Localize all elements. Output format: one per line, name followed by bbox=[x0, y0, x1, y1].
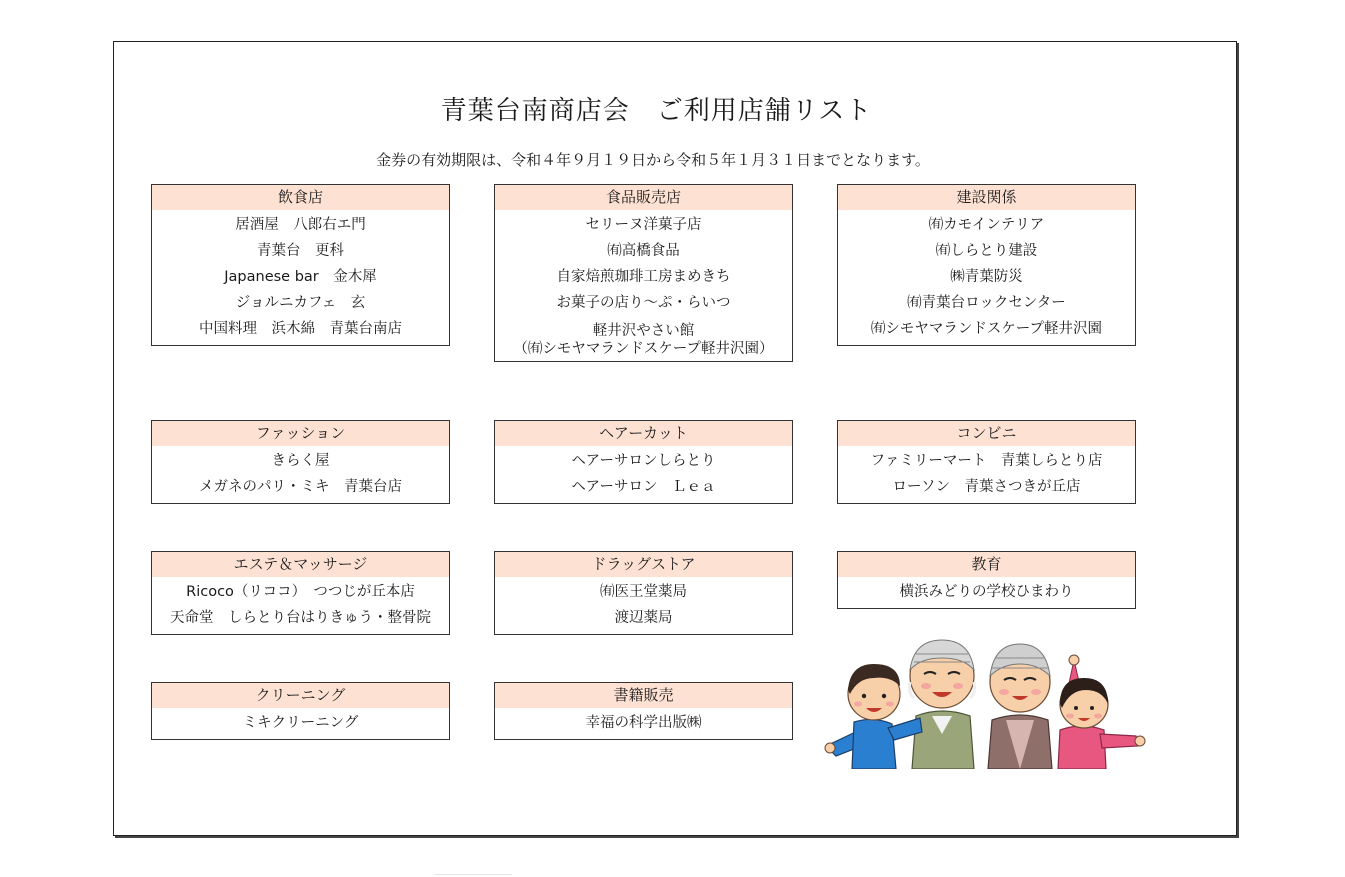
girl-figure bbox=[1058, 655, 1145, 769]
category-box-haircut bbox=[494, 420, 793, 504]
category-box-cleaning bbox=[151, 682, 450, 740]
category-header: ヘアーカット bbox=[495, 421, 792, 446]
category-box-construction bbox=[837, 184, 1136, 346]
category-box-drugstore bbox=[494, 551, 793, 635]
category-header: 書籍販売 bbox=[495, 683, 792, 708]
store-item: Ricoco（リココ） つつじが丘本店 bbox=[186, 584, 415, 600]
store-item: 青葉台 更科 bbox=[257, 243, 344, 259]
category-box-food-shops bbox=[494, 184, 793, 362]
store-item: 天命堂 しらとり台はりきゅう・整骨院 bbox=[170, 610, 431, 626]
store-item: ヘアーサロンしらとり bbox=[571, 453, 716, 469]
store-list bbox=[495, 577, 792, 634]
store-item: 幸福の科学出版㈱ bbox=[585, 715, 702, 731]
store-item: ㈲カモインテリア bbox=[928, 217, 1045, 233]
store-list bbox=[838, 446, 1135, 503]
store-list bbox=[152, 446, 449, 503]
store-list bbox=[152, 210, 449, 345]
validity-notice: 金券の有効期限は、令和４年９月１９日から令和５年１月３１日までとなります。 bbox=[376, 151, 930, 169]
store-item: ローソン 青葉さつきが丘店 bbox=[892, 479, 1081, 495]
category-box-books bbox=[494, 682, 793, 740]
category-header: エステ＆マッサージ bbox=[152, 552, 449, 577]
store-list bbox=[838, 577, 1135, 608]
boy-figure bbox=[825, 664, 900, 769]
store-list-sheet bbox=[113, 41, 1237, 836]
family-group-illustration bbox=[824, 624, 1146, 769]
store-item: メガネのパリ・ミキ 青葉台店 bbox=[199, 479, 402, 495]
category-header: 食品販売店 bbox=[495, 185, 792, 210]
store-item: ジョルニカフェ 玄 bbox=[235, 295, 366, 311]
category-header: クリーニング bbox=[152, 683, 449, 708]
store-item: Japanese bar 金木犀 bbox=[224, 269, 377, 285]
store-item: 自家焙煎珈琲工房まめきち bbox=[556, 269, 731, 285]
store-list bbox=[152, 708, 449, 739]
store-item: ヘアーサロン Ｌｅａ bbox=[571, 479, 716, 495]
store-list bbox=[838, 210, 1135, 345]
store-item: ㈲シモヤマランドスケープ軽井沢園 bbox=[870, 321, 1103, 337]
store-item: ファミリーマート 青葉しらとり店 bbox=[870, 453, 1103, 469]
store-item: 横浜みどりの学校ひまわり bbox=[899, 584, 1074, 600]
store-item: ミキクリーニング bbox=[242, 715, 359, 731]
store-list bbox=[495, 708, 792, 739]
store-item: セリーヌ洋菓子店 bbox=[585, 217, 702, 233]
page-title: 青葉台南商店会 ご利用店舗リスト bbox=[440, 96, 873, 126]
category-header: 教育 bbox=[838, 552, 1135, 577]
category-header: 建設関係 bbox=[838, 185, 1135, 210]
store-item: 居酒屋 八郎右エ門 bbox=[235, 217, 366, 233]
store-item: お菓子の店り～ぷ・らいつ bbox=[556, 295, 731, 311]
category-header: ファッション bbox=[152, 421, 449, 446]
category-header: コンビニ bbox=[838, 421, 1135, 446]
category-box-restaurants bbox=[151, 184, 450, 346]
grandfather-figure bbox=[888, 640, 975, 769]
store-item: 軽井沢やさい館 （㈲シモヤマランドスケープ軽井沢園） bbox=[513, 323, 774, 357]
category-box-education bbox=[837, 551, 1136, 609]
store-item: 渡辺薬局 bbox=[614, 610, 673, 626]
store-item: きらく屋 bbox=[271, 453, 330, 469]
category-header: ドラッグストア bbox=[495, 552, 792, 577]
store-item: ㈲しらとり建設 bbox=[935, 243, 1038, 259]
store-item: 中国料理 浜木綿 青葉台南店 bbox=[199, 321, 402, 337]
grandmother-figure bbox=[988, 644, 1052, 769]
store-list bbox=[495, 210, 792, 361]
store-item: ㈲青葉台ロックセンター bbox=[907, 295, 1066, 311]
category-header: 飲食店 bbox=[152, 185, 449, 210]
store-item: ㈲医王堂薬局 bbox=[600, 584, 687, 600]
category-box-esthetic bbox=[151, 551, 450, 635]
store-item: ㈲高橋食品 bbox=[607, 243, 680, 259]
footer-divider bbox=[434, 874, 512, 875]
store-item: ㈱青葉防災 bbox=[950, 269, 1023, 285]
store-list bbox=[152, 577, 449, 634]
category-box-convenience bbox=[837, 420, 1136, 504]
category-box-fashion bbox=[151, 420, 450, 504]
store-list bbox=[495, 446, 792, 503]
